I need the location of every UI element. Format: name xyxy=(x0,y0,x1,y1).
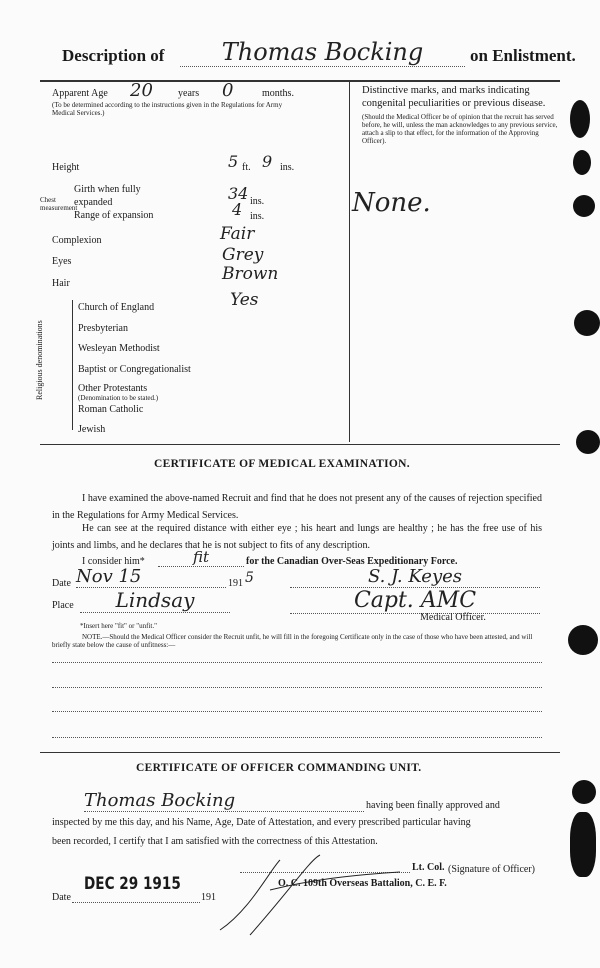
medical-note: NOTE.—Should the Medical Officer consider the Recruit unfit, he will fill in the foregoing Certificate only in the case of those who have been attested, and will briefly state below the cause of unfitness:— xyxy=(52,633,533,649)
religion-item: Presbyterian xyxy=(78,323,128,334)
divider xyxy=(40,80,560,82)
title-prefix: Description of xyxy=(62,46,165,65)
signature-label: (Signature of Officer) xyxy=(448,864,536,875)
eyes-value: Grey xyxy=(222,245,264,265)
age-note: (To be determined according to the instructions given in the Regulations for Army Medical Services.) xyxy=(52,101,283,117)
date-line xyxy=(72,902,200,903)
hair-label: Hair xyxy=(52,278,70,289)
divider xyxy=(40,752,560,753)
height-in: 9 xyxy=(262,152,273,171)
religion-item: Roman Catholic xyxy=(78,404,144,415)
place-value: Lindsay xyxy=(80,588,230,613)
years-label: years xyxy=(178,88,200,99)
dotted-line xyxy=(52,737,542,738)
unit: O. C. 109th Overseas Battalion, C. E. F. xyxy=(278,878,447,889)
height-label: Height xyxy=(52,162,80,173)
place-label: Place xyxy=(52,600,74,611)
punch-hole xyxy=(570,100,590,138)
religion-item: Other Protestants xyxy=(78,383,148,394)
height-ft: 5 xyxy=(228,152,239,171)
dotted-line xyxy=(52,711,542,712)
ins-label: ins. xyxy=(280,162,295,173)
consider-suffix: for the Canadian Over-Seas Expeditionary Force. xyxy=(246,556,458,567)
rank: Lt. Col. xyxy=(412,862,445,873)
commanding-title: CERTIFICATE OF OFFICER COMMANDING UNIT. xyxy=(136,762,422,774)
chest-label: Chest measurement xyxy=(40,196,78,212)
girth-value: 34 xyxy=(228,184,249,203)
commanding-name: Thomas Bocking xyxy=(84,790,364,812)
commanding-text-2: inspected by me this day, and his Name, Age, Date of Attestation, and every prescribed particular having xyxy=(52,817,471,828)
date-value: Nov 15 xyxy=(76,566,226,588)
ft-label: ft. xyxy=(242,162,251,173)
consider-label: I consider him* xyxy=(82,556,145,567)
commanding-text-1: having been finally approved and xyxy=(366,800,500,811)
consider-value: fit xyxy=(158,548,244,567)
date-stamp: DEC 29 1915 xyxy=(84,874,181,894)
religion-item: Baptist or Congregationalist xyxy=(78,364,191,375)
marks-note: (Should the Medical Officer be of opinion that the recruit has served before, he will, unless the man acknowledges to any previous service, attach a slip to that effect, for the information of the Approving Officer). xyxy=(362,113,558,145)
punch-hole xyxy=(570,812,596,877)
divider xyxy=(40,444,560,445)
hair-value: Brown xyxy=(222,264,279,284)
range-unit: ins. xyxy=(250,211,265,222)
recruit-name: Thomas Bocking xyxy=(180,38,465,67)
complexion-value: Fair xyxy=(220,224,255,244)
medical-para-1: I have examined the above-named Recruit and find that he does not present any of the causes of rejection specified in the Regulations for Army Medical Services. xyxy=(52,493,542,521)
punch-hole xyxy=(576,430,600,454)
column-divider xyxy=(349,82,350,442)
months-label: months. xyxy=(262,88,294,99)
dotted-line xyxy=(52,662,542,663)
bracket xyxy=(72,300,73,430)
punch-hole xyxy=(573,195,595,217)
dotted-line xyxy=(52,687,542,688)
year-prefix: 191 xyxy=(201,892,216,903)
officer-signature: S. J. Keyes xyxy=(290,566,540,588)
age-years: 20 xyxy=(130,80,153,101)
marks-value: None. xyxy=(352,188,431,218)
date-label: Date xyxy=(52,892,71,903)
girth-unit: ins. xyxy=(250,196,265,207)
year-prefix: 191 xyxy=(228,578,243,589)
officer-label: Medical Officer. xyxy=(420,612,486,623)
religion-answer: Yes xyxy=(230,290,259,310)
religion-item: Wesleyan Methodist xyxy=(78,343,160,354)
age-label: Apparent Age xyxy=(52,88,108,99)
complexion-label: Complexion xyxy=(52,235,102,246)
marks-label: Distinctive marks, and marks indicating congenital peculiarities or previous disease. xyxy=(362,85,546,109)
age-months: 0 xyxy=(222,80,234,101)
punch-hole xyxy=(574,310,600,336)
girth-label: Girth when fully expanded xyxy=(74,184,141,208)
religion-item: Jewish xyxy=(78,424,106,435)
medical-title: CERTIFICATE OF MEDICAL EXAMINATION. xyxy=(154,458,410,470)
religion-item: Church of England xyxy=(78,302,155,313)
religion-note: (Denomination to be stated.) xyxy=(78,394,159,402)
officer-rank: Capt. AMC xyxy=(290,588,540,614)
year-suffix: 5 xyxy=(245,570,254,586)
medical-para-2: He can see at the required distance with either eye ; his heart and lungs are healthy ; he has the free use of his joints and limbs, and he declares that he is not subject to fits of any description. xyxy=(52,523,542,551)
insert-note: *Insert here "fit" or "unfit." xyxy=(80,622,157,630)
range-value: 4 xyxy=(232,200,243,219)
range-label: Range of expansion xyxy=(74,210,154,221)
eyes-label: Eyes xyxy=(52,256,72,267)
commanding-text-3: been recorded, I certify that I am satisfied with the correctness of this Attestation. xyxy=(52,836,378,847)
punch-hole xyxy=(573,150,591,175)
date-label: Date xyxy=(52,578,71,589)
title-suffix: on Enlistment. xyxy=(470,46,576,65)
religions-label: Religious denominations xyxy=(35,320,44,400)
punch-hole xyxy=(572,780,596,804)
punch-hole xyxy=(568,625,598,655)
officer-signature-scribble xyxy=(210,850,410,940)
